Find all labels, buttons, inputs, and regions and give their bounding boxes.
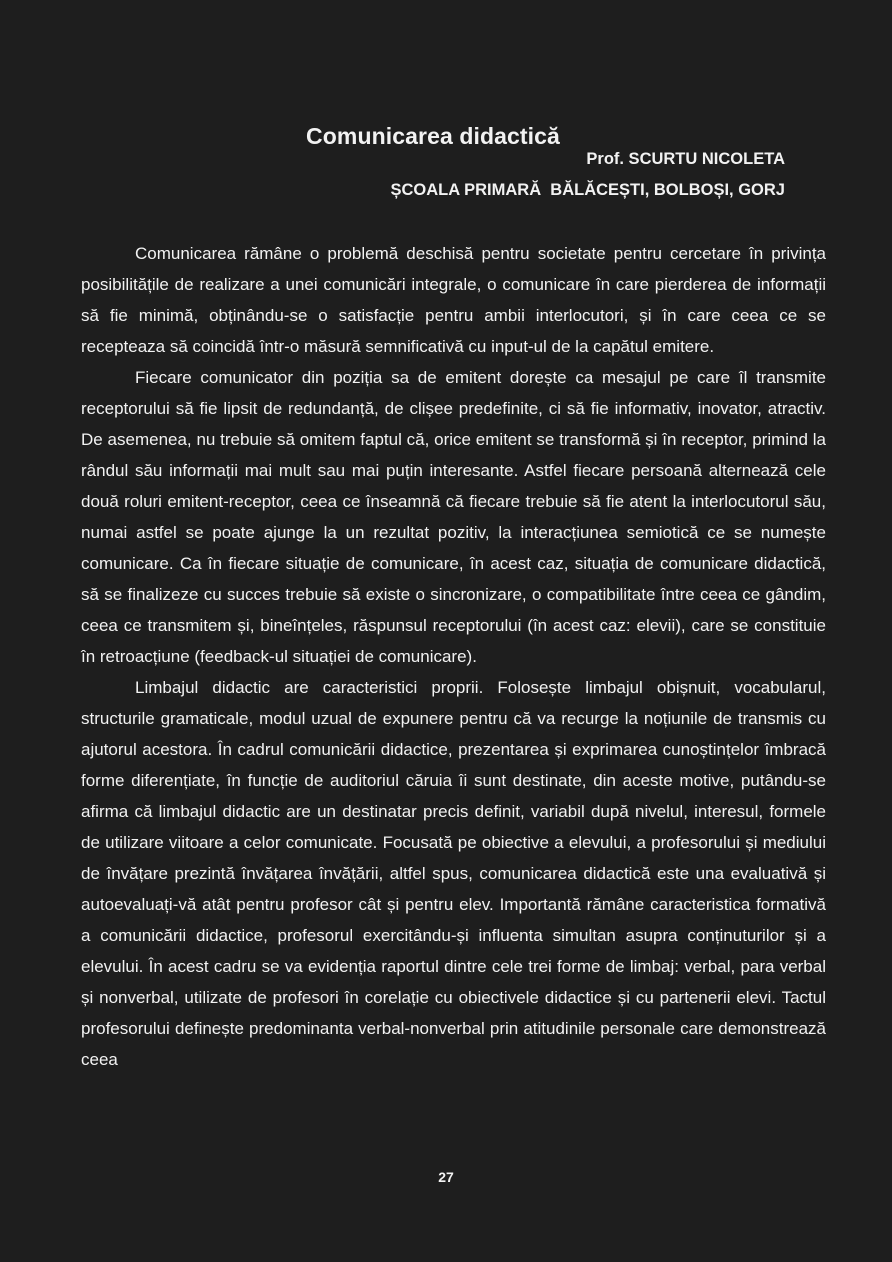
paragraph: Limbajul didactic are caracteristici proprii. Folosește limbajul obișnuit, vocabularul, structurile gramaticale, modul uzual de expunere pentru că va recurge la noțiunile de transmis cu ajutorul acestora. În cadrul comunicării didactice, prezentarea și exprimarea cunoștințelor îmbracă forme diferențiate, în funcție de auditoriul căruia îi sunt destinate, din aceste motive, putându-se afirma că limbajul didactic are un destinatar precis definit, variabil după nivelul, interesul, formele de utilizare viitoare a celor comunicate. Focusată pe obiective a elevului, a profesorului și mediului de învățare prezintă învățarea învățării, altfel spus, comunicarea didactică este una evaluativă și autoevaluați-vă atât pentru profesor cât și pentru elev. Importantă rămâne caracteristica formativă a comunicării didactice, profesorul exercitându-și influenta simultan asupra conținuturilor și a elevului. În acest cadru se va evidenția raportul dintre cele trei forme de limbaj: verbal, para verbal și nonverbal, utilizate de profesori în corelație cu obiectivele didactice și cu partenerii elevi. Tactul profesorului definește predominanta verbal-nonverbal prin atitudinile personale care demonstrează ceea: [81, 678, 826, 1069]
paragraph: Fiecare comunicator din poziția sa de emitent dorește ca mesajul pe care îl transmite receptorului să fie lipsit de redundanță, de clișee predefinite, ci să fie informativ, inovator, atractiv. De asemenea, nu trebuie să omitem faptul că, orice emitent se transformă și în receptor, primind la rândul său informații mai mult sau mai puțin interesante. Astfel fiecare persoană alternează cele două roluri emitent-receptor, ceea ce înseamnă că fiecare trebuie să fie atent la interlocutorul său, numai astfel se poate ajunge la un rezultat pozitiv, la interacțiunea semiotică ce se numește comunicare. Ca în fiecare situație de comunicare, în acest caz, situația de comunicare didactică, să se finalizeze cu succes trebuie să existe o sincronizare, o compatibilitate între ceea ce gândim, ceea ce transmitem și, bineînțeles, răspunsul receptorului (în acest caz: elevii), care se constituie în retroacțiune (feedback-ul situației de comunicare).: [81, 368, 826, 666]
page-title: Comunicarea didactică: [306, 123, 560, 150]
paragraph: Comunicarea rămâne o problemă deschisă pentru societate pentru cercetare în privința posibilitățile de realizare a unei comunicări integrale, o comunicare în care pierderea de informații să fie minimă, obținându-se o satisfacție pentru ambii interlocutori, și în care ceea ce se recepteaza să coincidă într-o măsură semnificativă cu input-ul de la capătul emitere.: [81, 244, 826, 356]
school-line: ȘCOALA PRIMARĂ BĂLĂCEȘTI, BOLBOȘI, GORJ: [390, 181, 785, 199]
author-line: Prof. SCURTU NICOLETA: [586, 150, 785, 168]
page-number: 27: [438, 1169, 454, 1185]
article-body: [81, 238, 826, 1075]
